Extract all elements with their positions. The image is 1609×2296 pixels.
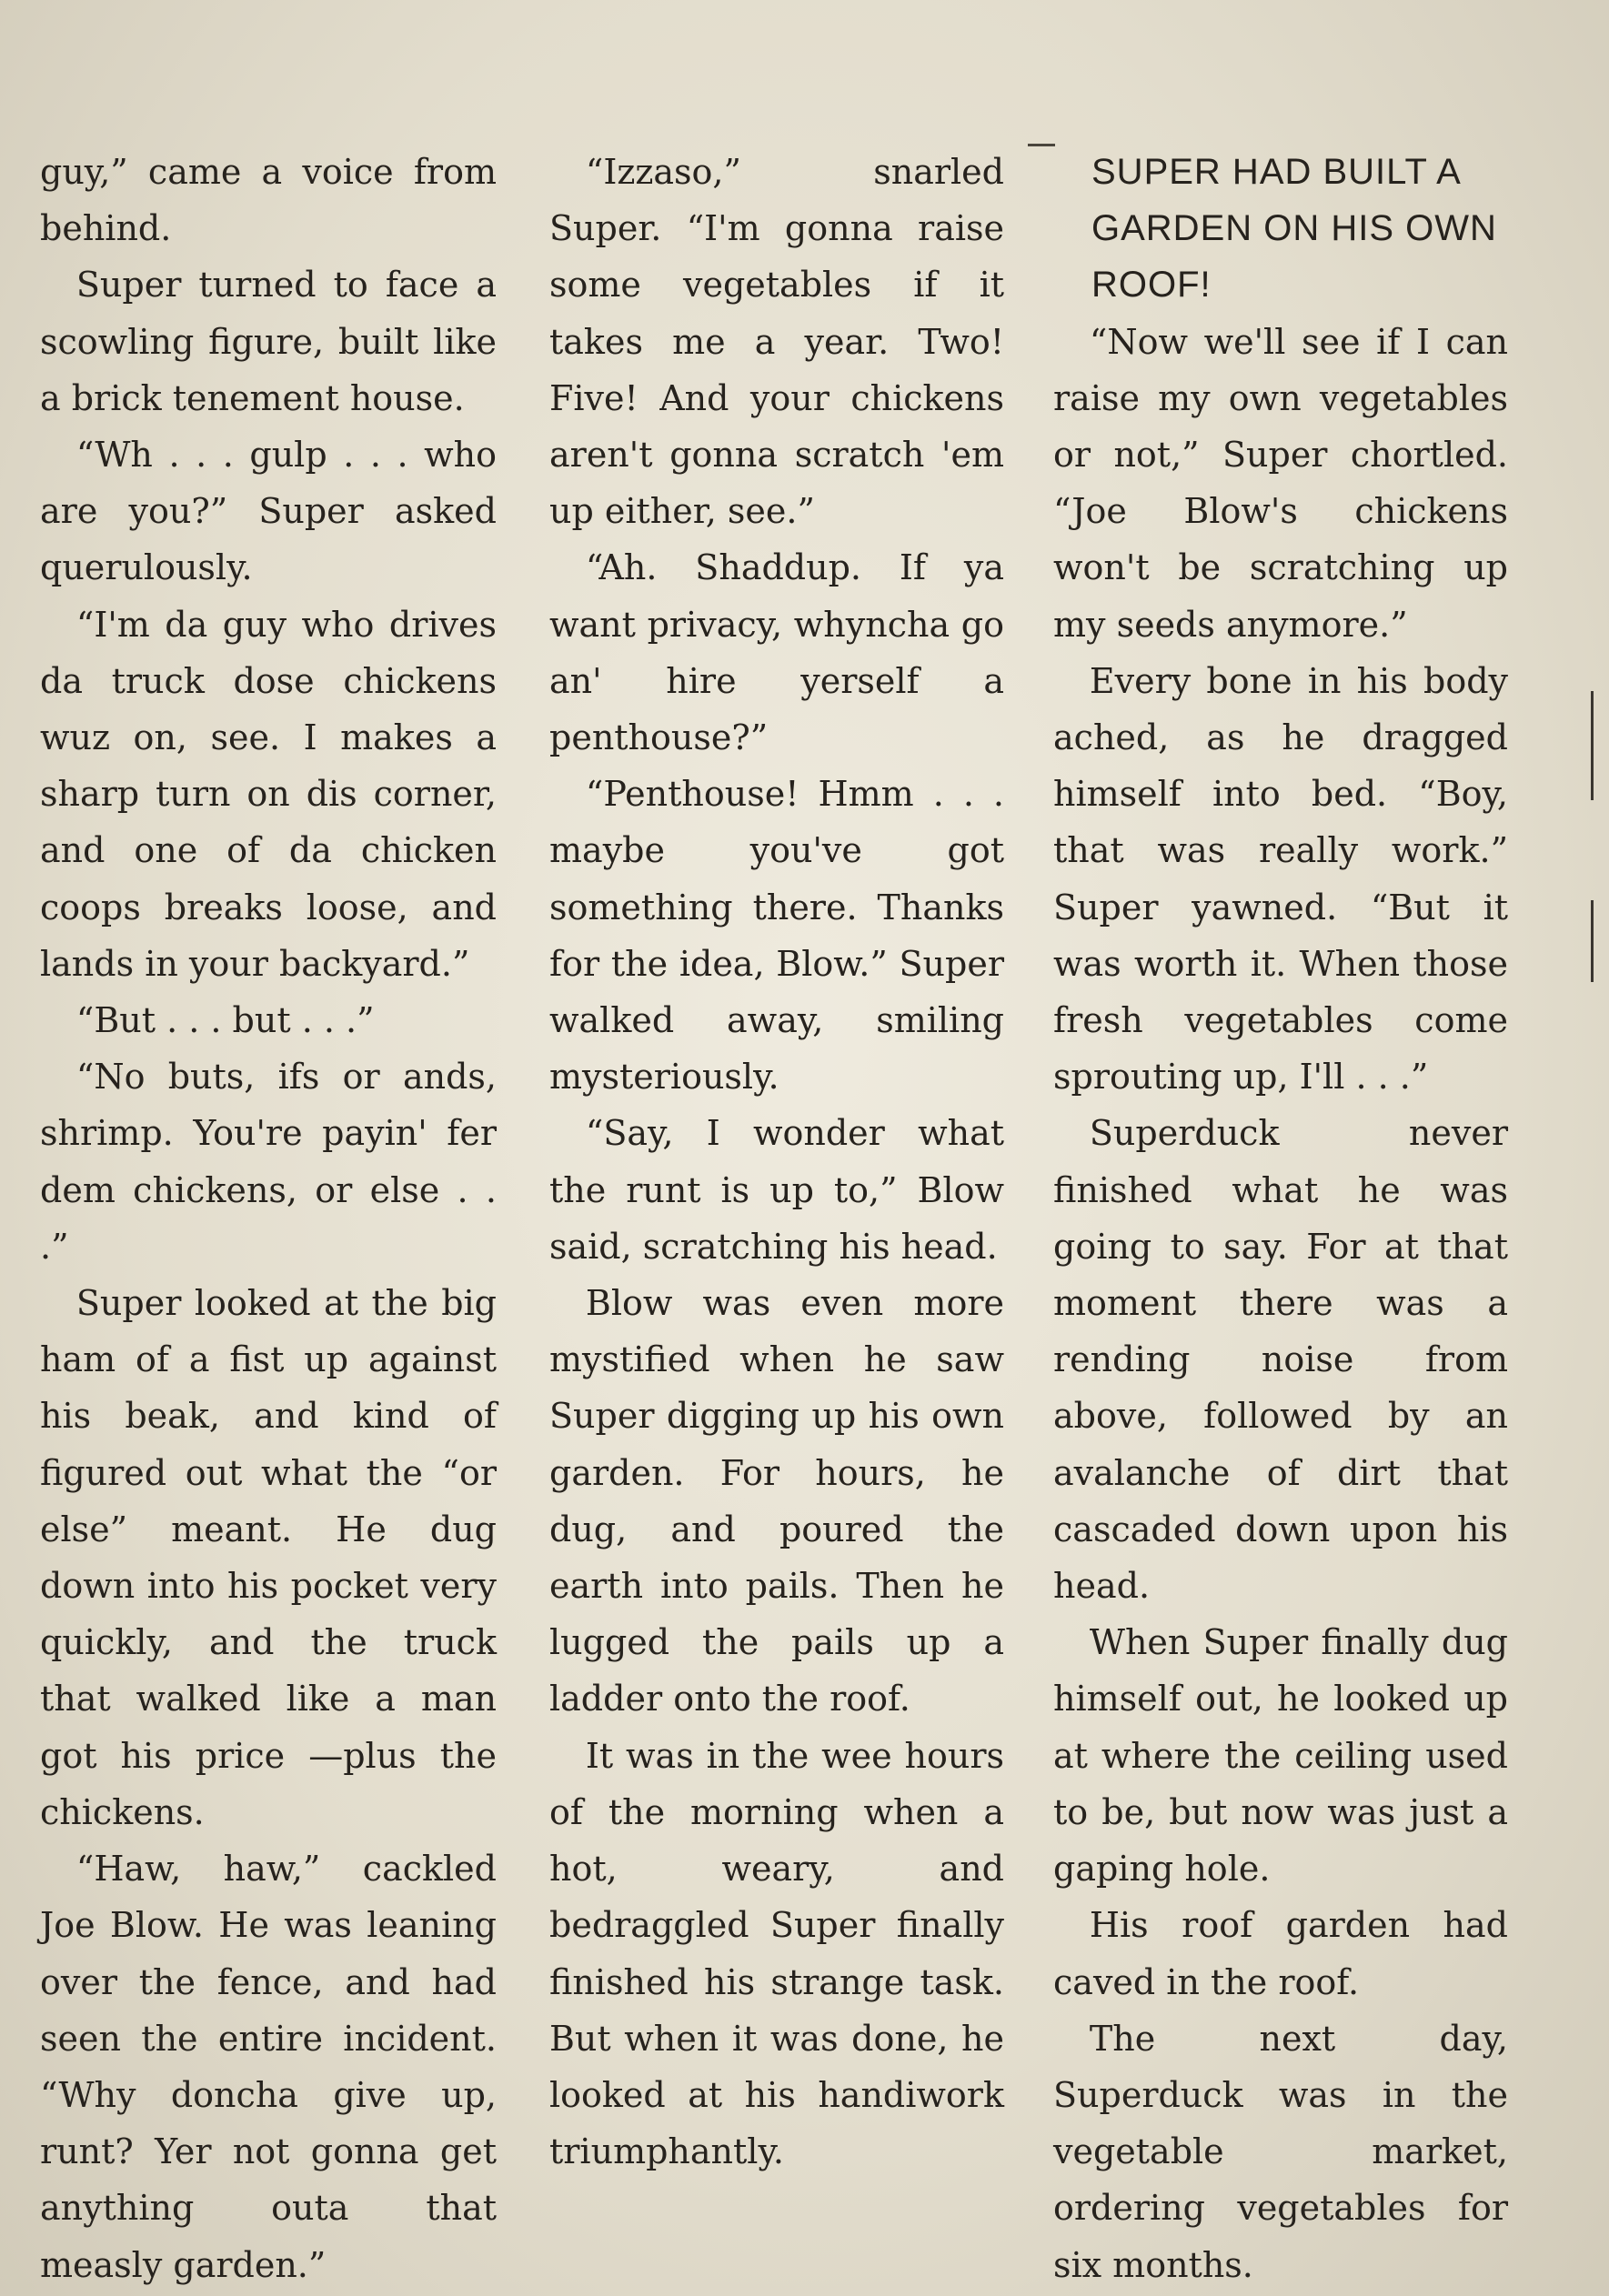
section-heading (1053, 144, 1508, 314)
heading-line: GARDEN ON HIS OWN (1091, 208, 1497, 249)
paragraph: guy,” came a voice from behind. (40, 152, 497, 249)
margin-mark (1591, 691, 1594, 800)
ink-mark (1028, 144, 1055, 146)
heading-line: SUPER HAD BUILT A (1091, 152, 1462, 192)
text-column-2 (549, 144, 1004, 2180)
paragraph: “I'm da guy who drives da truck dose chickens wuz on, see. I makes a sharp turn on dis corner, and one of da chicken coops breaks loose, and lands in your backyard.” (40, 604, 497, 984)
paragraph: “Wh . . . gulp . . . who are you?” Super asked querulously. (40, 435, 497, 588)
paragraph: The next day, Superduck was in the vegetable market, ordering vegetables for six months. (1053, 2018, 1508, 2285)
paragraph: “Haw, haw,” cackled Joe Blow. He was leaning over the fence, and had seen the entire incident. “Why doncha give up, runt? Yer not gonna get anything outa that measly garden.” (40, 1849, 497, 2285)
paragraph: It was in the wee hours of the morning when a hot, weary, and bedraggled Super finally finished his strange task. But when it was done, he looked at his handiwork triumphantly. (549, 1735, 1004, 2172)
paragraph: “No buts, ifs or ands, shrimp. You're payin' fer dem chickens, or else . . .” (40, 1057, 497, 1267)
heading-line: ROOF! (1091, 265, 1212, 306)
paragraph: When Super finally dug himself out, he looked up at where the ceiling used to be, but now was just a gaping hole. (1053, 1622, 1508, 1890)
paragraph: “Ah. Shaddup. If ya want privacy, whyncha go an' hire yerself a penthouse?” (549, 547, 1004, 758)
paragraph: Superduck never finished what he was going to say. For at that moment there was a rending noise from above, followed by an avalanche of dirt that cascaded down upon his head. (1053, 1113, 1508, 1607)
paragraph: “But . . . but . . .” (75, 1000, 375, 1041)
paragraph: “Now we'll see if I can raise my own vegetables or not,” Super chortled. “Joe Blow's chickens won't be scratching up my seeds anymore.” (1053, 321, 1508, 645)
paragraph: “Penthouse! Hmm . . . maybe you've got something there. Thanks for the idea, Blow.” Super walked away, smiling mysteriously. (549, 774, 1004, 1098)
paragraph: Super looked at the big ham of a fist up against his beak, and kind of figured out what the “or else” meant. He dug down into his pocket very quickly, and the truck that walked like a man got his price —plus the chickens. (40, 1283, 497, 1832)
text-column-1 (40, 144, 497, 2293)
paragraph: “Say, I wonder what the runt is up to,” Blow said, scratching his head. (549, 1113, 1004, 1267)
margin-mark (1591, 900, 1594, 982)
paragraph: His roof garden had caved in the roof. (1053, 1905, 1508, 2002)
paragraph: “Izzaso,” snarled Super. “I'm gonna raise some vegetables if it takes me a year. Two! Five! And your chickens aren't gonna scratch 'em up either, see.” (549, 152, 1004, 532)
text-column-3 (1053, 144, 1508, 2293)
paragraph: Super turned to face a scowling figure, built like a brick tenement house. (40, 265, 497, 418)
paragraph: Every bone in his body ached, as he dragged himself into bed. “Boy, that was really work.” Super yawned. “But it was worth it. When those fresh vegetables come sprouting up, I'll . . .” (1053, 660, 1508, 1098)
paragraph: Blow was even more mystified when he saw Super digging up his own garden. For hours, he dug, and poured the earth into pails. Then he lugged the pails up a ladder onto the roof. (549, 1283, 1004, 1719)
